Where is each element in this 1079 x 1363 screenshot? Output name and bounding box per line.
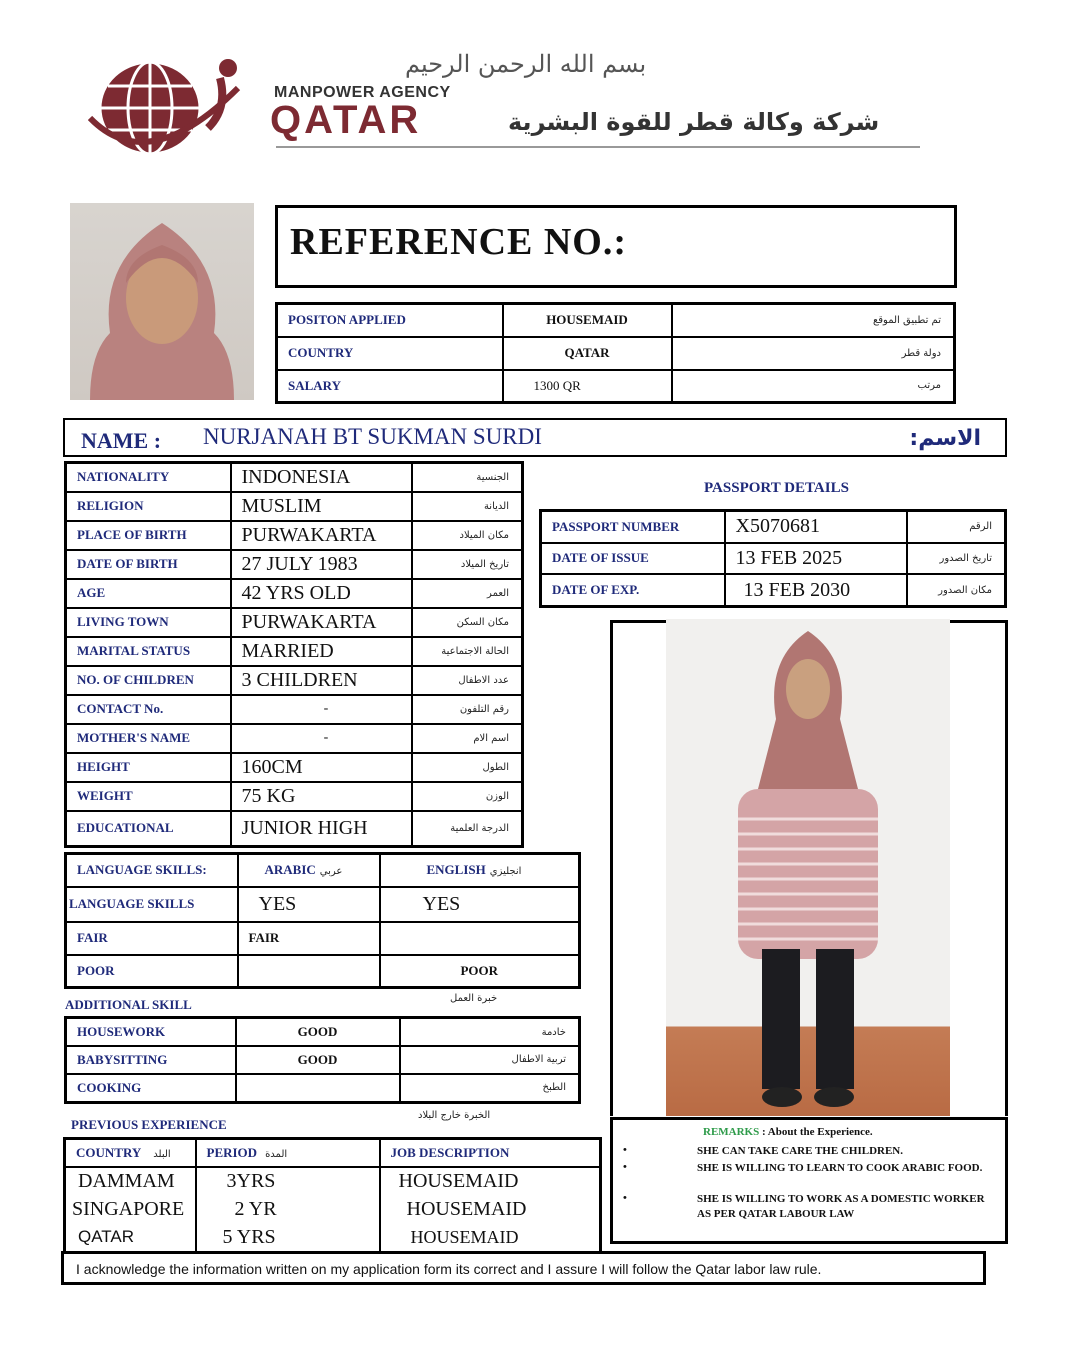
mothers-name-label: MOTHER'S NAME	[66, 724, 231, 753]
name-value: NURJANAH BT SUKMAN SURDI	[203, 424, 542, 449]
arabic-header	[238, 854, 380, 887]
reference-label: REFERENCE NO.:	[290, 221, 628, 263]
religion-label: RELIGION	[66, 492, 231, 521]
living-town-label: LIVING TOWN	[66, 608, 231, 637]
place-of-birth-label: PLACE OF BIRTH	[66, 521, 231, 550]
experience-period: 2 YR	[196, 1195, 380, 1223]
table-row	[66, 1074, 580, 1103]
experience-ar: الخبرة خارج البلاد	[418, 1110, 491, 1121]
table-row	[66, 854, 580, 887]
weight-ar: الوزن	[412, 782, 523, 811]
passport-table	[539, 509, 1007, 608]
english-skill-value: YES	[380, 887, 580, 922]
table-row	[541, 511, 1006, 543]
date-of-birth-value: 27 JULY 1983	[231, 550, 412, 579]
mothers-name-value: -	[231, 724, 412, 753]
name-ar-label: الاسم:	[909, 426, 981, 451]
country-header-ar: البلد	[153, 1148, 171, 1160]
passport-number-ar: الرقم	[907, 511, 1006, 543]
babysitting-ar: تربية الاطفال	[400, 1046, 580, 1074]
english-fair-value	[380, 922, 580, 955]
marital-status-value: MARRIED	[231, 637, 412, 666]
name-label: NAME :	[81, 428, 162, 453]
cooking-value	[236, 1074, 400, 1103]
date-of-birth-label: DATE OF BIRTH	[66, 550, 231, 579]
table-row	[66, 1018, 580, 1047]
nationality-ar: الجنسية	[412, 463, 523, 492]
expiry-date-label: DATE OF EXP.	[541, 574, 725, 606]
agency-logo	[88, 48, 258, 158]
experience-country: DAMMAM	[65, 1167, 196, 1195]
height-label: HEIGHT	[66, 753, 231, 782]
living-town-ar: مكان السكن	[412, 608, 523, 637]
name-row	[63, 418, 1007, 457]
country-ar: دولة قطر	[672, 337, 955, 370]
arabic-company-name: شركة وكالة قطر للقوة البشرية	[508, 108, 880, 136]
living-town-value: PURWAKARTA	[231, 608, 412, 637]
period-header-ar: المدة	[265, 1148, 288, 1160]
experience-country: QATAR	[65, 1223, 196, 1252]
table-row	[66, 724, 523, 753]
job-header: JOB DESCRIPTION	[380, 1139, 601, 1167]
arabic-poor-value	[238, 955, 380, 988]
education-ar: الدرجة العلمية	[412, 811, 523, 847]
bullet-icon: •	[623, 1192, 627, 1204]
bullet-icon: •	[623, 1144, 627, 1156]
position-label: POSITON APPLIED	[277, 304, 503, 337]
table-row	[66, 695, 523, 724]
table-row	[66, 579, 523, 608]
remark-text: SHE IS WILLING TO LEARN TO COOK ARABIC FOOD.	[697, 1162, 983, 1174]
table-row	[66, 637, 523, 666]
country-label: COUNTRY	[277, 337, 503, 370]
table-row	[66, 666, 523, 695]
position-ar: تم تطبيق الموقع	[672, 304, 955, 337]
table-row	[65, 1139, 601, 1167]
table-row	[277, 337, 955, 370]
age-ar: العمر	[412, 579, 523, 608]
additional-skill-title: ADDITIONAL SKILL	[65, 997, 192, 1012]
table-row	[65, 1223, 601, 1252]
table-row	[541, 543, 1006, 575]
table-row	[66, 492, 523, 521]
education-label: EDUCATIONAL	[66, 811, 231, 847]
marital-status-ar: الحالة الاجتماعية	[412, 637, 523, 666]
height-value: 160CM	[231, 753, 412, 782]
contact-label: CONTACT No.	[66, 695, 231, 724]
bullet-icon: •	[623, 1161, 627, 1173]
personal-table	[64, 461, 524, 848]
experience-country: SINGAPORE	[65, 1195, 196, 1223]
remarks-label: REMARKS	[703, 1126, 760, 1138]
headshot-photo	[70, 203, 254, 400]
table-row	[66, 521, 523, 550]
cooking-label: COOKING	[66, 1074, 236, 1103]
country-value: QATAR	[503, 337, 672, 370]
marital-status-label: MARITAL STATUS	[66, 637, 231, 666]
issue-date-ar: تاريخ الصدور	[907, 543, 1006, 575]
acknowledgement-statement: I acknowledge the information written on my application form its correct and I assure I will follow the Qatar labor law rule.	[61, 1251, 986, 1285]
experience-job: HOUSEMAID	[380, 1223, 601, 1252]
table-row	[277, 304, 955, 337]
table-row	[66, 463, 523, 492]
table-row	[66, 782, 523, 811]
age-label: AGE	[66, 579, 231, 608]
poor-label: POOR	[66, 955, 238, 988]
table-row	[66, 753, 523, 782]
issue-date-value: 13 FEB 2025	[725, 543, 907, 575]
additional-skill-table	[64, 1016, 581, 1104]
cooking-ar: الطبخ	[400, 1074, 580, 1103]
table-row	[66, 550, 523, 579]
arabic-header-ar: عربي	[319, 866, 343, 878]
salary-label: SALARY	[277, 370, 503, 403]
header-divider	[276, 146, 920, 148]
weight-value: 75 KG	[231, 782, 412, 811]
contact-value: -	[231, 695, 412, 724]
passport-number-value: X5070681	[725, 511, 907, 543]
english-header-ar: انجليزي	[489, 866, 522, 878]
english-poor-value: POOR	[380, 955, 580, 988]
remark-text: SHE CAN TAKE CARE THE CHILDREN.	[697, 1145, 903, 1157]
arabic-fair-value: FAIR	[238, 922, 380, 955]
experience-table	[63, 1137, 602, 1254]
mothers-name-ar: اسم الام	[412, 724, 523, 753]
experience-period: 5 YRS	[196, 1223, 380, 1252]
experience-title: PREVIOUS EXPERIENCE	[71, 1117, 227, 1132]
table-row	[65, 1195, 601, 1223]
experience-period: 3YRS	[196, 1167, 380, 1195]
period-header-label: PERIOD	[206, 1144, 258, 1160]
passport-number-label: PASSPORT NUMBER	[541, 511, 725, 543]
agency-label: MANPOWER AGENCY	[274, 84, 451, 101]
language-header-label: LANGUAGE SKILLS:	[66, 854, 238, 887]
fair-label: FAIR	[66, 922, 238, 955]
arabic-skill-value: YES	[238, 887, 380, 922]
brand-name: QATAR	[270, 98, 422, 142]
salary-value: 1300 QR	[503, 370, 672, 403]
remarks-heading	[703, 1126, 873, 1138]
language-table	[64, 852, 581, 989]
age-value: 42 YRS OLD	[231, 579, 412, 608]
table-row	[66, 887, 580, 922]
education-value: JUNIOR HIGH	[231, 811, 412, 847]
arabic-header-label: ARABIC	[264, 862, 316, 878]
period-header	[196, 1139, 380, 1167]
country-header	[65, 1139, 196, 1167]
english-header	[380, 854, 580, 887]
table-row	[66, 1046, 580, 1074]
children-label: NO. OF CHILDREN	[66, 666, 231, 695]
passport-title: PASSPORT DETAILS	[704, 480, 849, 496]
full-body-photo	[666, 619, 950, 1116]
remarks-box	[610, 1117, 1008, 1244]
language-skills-label: LANGUAGE SKILLS	[66, 887, 238, 922]
table-row	[66, 922, 580, 955]
babysitting-label: BABYSITTING	[66, 1046, 236, 1074]
height-ar: الطول	[412, 753, 523, 782]
position-value: HOUSEMAID	[503, 304, 672, 337]
experience-job: HOUSEMAID	[380, 1167, 601, 1195]
bismillah-calligraphy: بسم الله الرحمن الرحيم	[405, 50, 647, 78]
table-row	[66, 955, 580, 988]
expiry-date-ar: مكان الصدور	[907, 574, 1006, 606]
housework-label: HOUSEWORK	[66, 1018, 236, 1047]
date-of-birth-ar: تاريخ الميلاد	[412, 550, 523, 579]
experience-job: HOUSEMAID	[380, 1195, 601, 1223]
place-of-birth-ar: مكان الميلاد	[412, 521, 523, 550]
nationality-label: NATIONALITY	[66, 463, 231, 492]
contact-ar: رقم التلفون	[412, 695, 523, 724]
children-value: 3 CHILDREN	[231, 666, 412, 695]
country-header-label: COUNTRY	[76, 1144, 142, 1160]
table-row	[65, 1167, 601, 1195]
table-row	[541, 574, 1006, 606]
table-row	[66, 811, 523, 847]
nationality-value: INDONESIA	[231, 463, 412, 492]
reference-box	[275, 205, 957, 288]
remarks-subtitle: : About the Experience.	[761, 1126, 873, 1138]
table-row	[277, 370, 955, 403]
housework-ar: خادمة	[400, 1018, 580, 1047]
place-of-birth-value: PURWAKARTA	[231, 521, 412, 550]
issue-date-label: DATE OF ISSUE	[541, 543, 725, 575]
english-header-label: ENGLISH	[426, 862, 486, 878]
position-table	[275, 302, 956, 404]
expiry-date-value: 13 FEB 2030	[725, 574, 907, 606]
religion-value: MUSLIM	[231, 492, 412, 521]
weight-label: WEIGHT	[66, 782, 231, 811]
salary-ar: مرتب	[672, 370, 955, 403]
babysitting-value: GOOD	[236, 1046, 400, 1074]
table-row	[66, 608, 523, 637]
housework-value: GOOD	[236, 1018, 400, 1047]
religion-ar: الديانة	[412, 492, 523, 521]
additional-skill-ar: خبرة العمل	[450, 993, 498, 1004]
remark-text: SHE IS WILLING TO WORK AS A DOMESTIC WORKER AS PER QATAR LABOUR LAW	[697, 1193, 985, 1220]
children-ar: عدد الاطفال	[412, 666, 523, 695]
